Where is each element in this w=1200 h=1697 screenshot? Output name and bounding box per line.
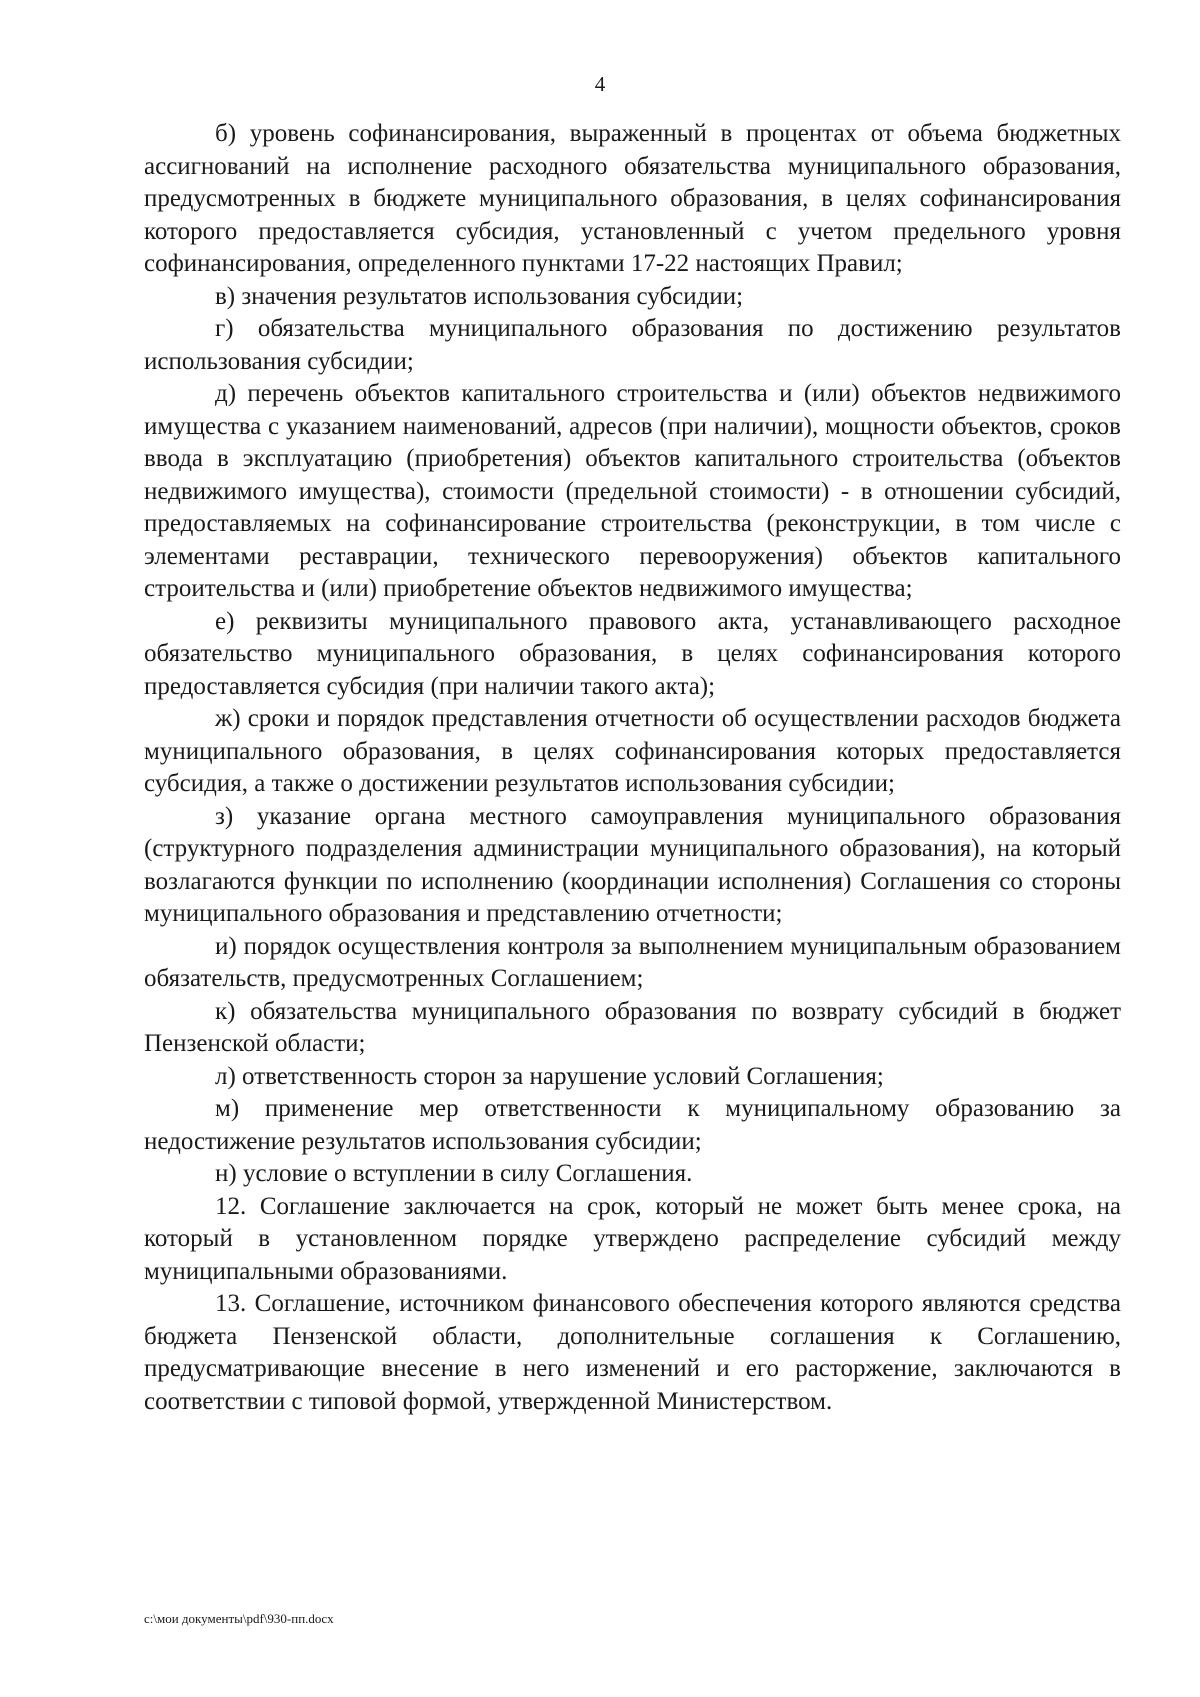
paragraph-m: м) применение мер ответственности к муниципальному образованию за недостижение результатов использования субсидии; <box>144 1095 1121 1155</box>
paragraph-12: 12. Соглашение заключается на срок, который не может быть менее срока, на который в установленном порядке утверждено распределение субсидий между муниципальными образованиями. <box>144 1192 1121 1285</box>
paragraph-z: з) указание органа местного самоуправления муниципального образования (структурного подразделения администрации муниципального образования), на который возлагаются функции по исполнению (координации исполнения) Соглашения со стороны муниципального образования и представлению отчетности; <box>144 802 1121 927</box>
paragraph-zh: ж) сроки и порядок представления отчетности об осуществлении расходов бюджета муниципального образования, в целях софинансирования которых предоставляется субсидия, а также о достижении результатов использования субсидии; <box>144 705 1121 797</box>
paragraph-b: б) уровень софинансирования, выраженный в процентах от объема бюджетных ассигнований на исполнение расходного обязательства муниципального образования, предусмотренных в бюджете муниципального образования, в целях софинансирования которого предоставляется субсидия, установленный с учетом предельного уровня софинансирования, определенного пунктами 17-22 настоящих Правил; <box>144 120 1121 277</box>
paragraph-k: к) обязательства муниципального образования по возврату субсидий в бюджет Пензенской области; <box>144 997 1121 1057</box>
paragraph-13: 13. Соглашение, источником финансового обеспечения которого являются средства бюджета Пензенской области, дополнительные соглашения к Соглашению, предусматривающие внесение в него изменений и его расторжение, заключаются в соответствии с типовой формой, утвержденной Министерством. <box>144 1290 1121 1415</box>
paragraph-i: и) порядок осуществления контроля за выполнением муниципальным образованием обязательств, предусмотренных Соглашением; <box>144 932 1121 992</box>
paragraph-d: д) перечень объектов капитального строительства и (или) объектов недвижимого имущества с указанием наименований, адресов (при наличии), мощности объектов, сроков ввода в эксплуатацию (приобретения) объектов капитального строительства (объектов недвижимого имущества), стоимости (предельной стоимости) - в отношении субсидий, предоставляемых на софинансирование строительства (реконструкции, в том числе с элементами реставрации, технического перевооружения) объектов капитального строительства и (или) приобретение объектов недвижимого имущества; <box>144 380 1121 602</box>
paragraph-e: е) реквизиты муниципального правового акта, устанавливающего расходное обязательство муниципального образования, в целях софинансирования которого предоставляется субсидия (при наличии такого акта); <box>144 607 1121 700</box>
paragraph-g: г) обязательства муниципального образования по достижению результатов использования субсидии; <box>144 315 1121 375</box>
paragraph-v: в) значения результатов использования субсидии; <box>215 282 744 310</box>
paragraph-n: н) условие о вступлении в силу Соглашения. <box>215 1160 693 1187</box>
paragraph-l: л) ответственность сторон за нарушение условий Соглашения; <box>215 1062 884 1090</box>
footer-file-path: c:\мои документы\pdf\930-пп.docx <box>144 1611 334 1626</box>
page-number: 4 <box>594 72 606 96</box>
document-body <box>144 118 1121 1418</box>
